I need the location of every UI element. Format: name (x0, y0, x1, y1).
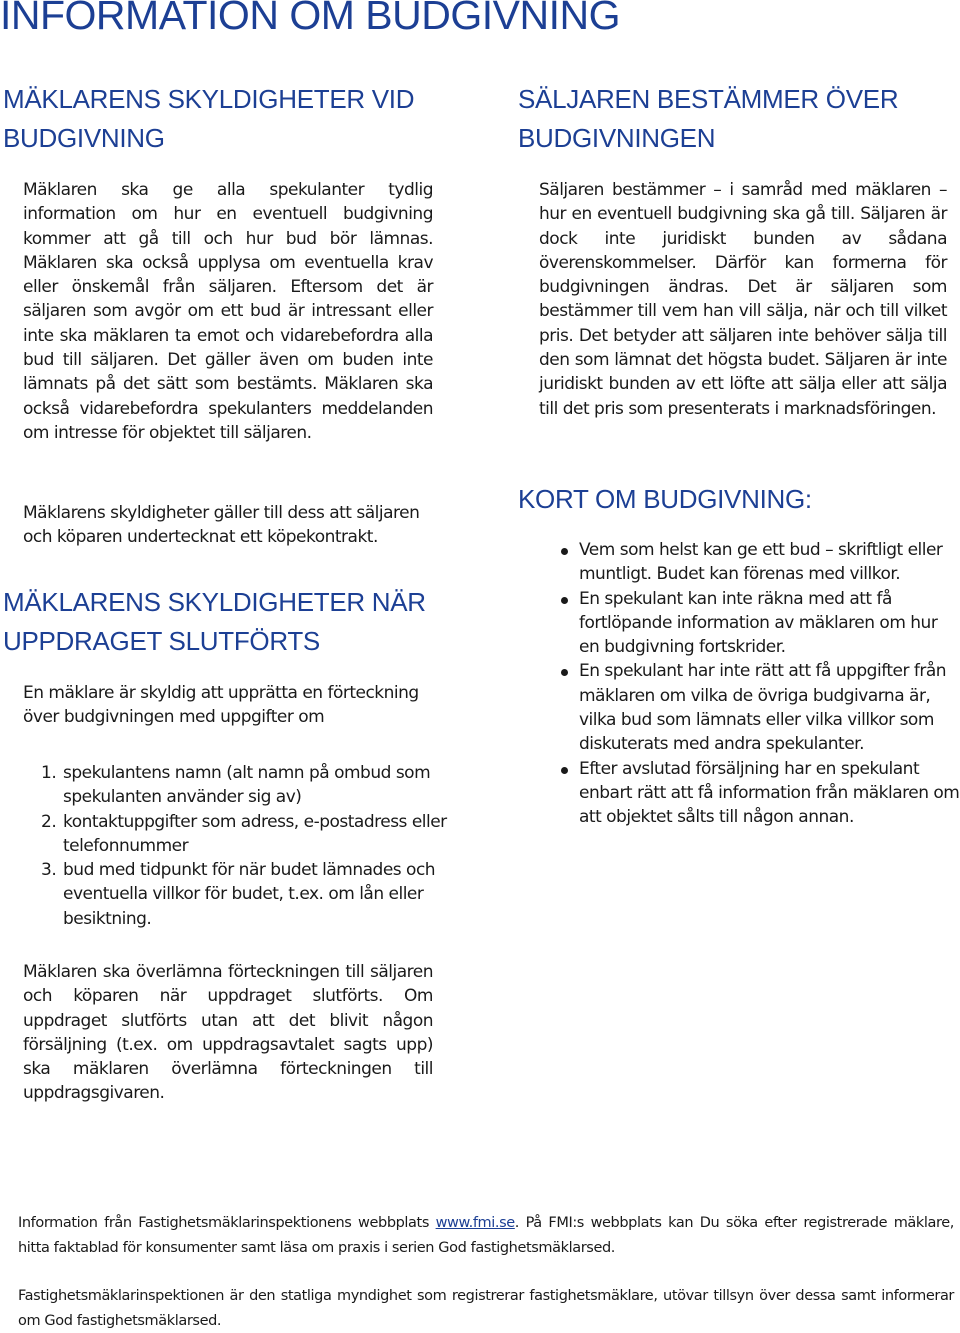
register-handover-paragraph: Mäklaren ska överlämna förteckningen till säljaren och köparen när uppdraget slutförts. Om uppdraget slutförts utan att det blivit någon försäljning (t.ex. om uppdragsavtalet sagts upp) ska mäklaren överlämna förteckningen till uppdragsgivaren. (23, 962, 433, 1104)
bullet-item (519, 659, 960, 756)
fmi-website-link[interactable]: www.fmi.se (435, 1215, 515, 1231)
heading-line: UPPDRAGET SLUTFÖRTS (3, 626, 320, 656)
seller-decides-paragraph: Säljaren bestämmer – i samråd med mäklaren – hur en eventuell budgivning ska gå till. Säljaren är dock inte juridiskt bunden av sådana överenskommelser. Därför kan formerna för budgivningen ändras. Det är säljaren som bestämmer till vem han vill sälja, när och till vilket pris. Det betyder att säljaren inte behöver sälja till den som lämnat det högsta budet. Säljaren är inte juridiskt bunden av ett löfte att sälja eller att sälja till det pris som presenterats i marknadsföringen. (539, 180, 947, 419)
bullet-icon (561, 597, 568, 604)
page-title: INFORMATION OM BUDGIVNING (0, 0, 620, 38)
section-heading-kort-om-budgivning: KORT OM BUDGIVNING: (518, 484, 812, 514)
section-heading-saljaren-bestammer (518, 80, 948, 158)
bullet-item (519, 757, 960, 830)
list-item-number: 1. (41, 763, 57, 783)
register-items-list (23, 761, 453, 931)
duties-paragraph: Mäklaren ska ge alla spekulanter tydlig information om hur en eventuell budgivning kommer att gå till och hur bud bör lämnas. Mäklaren ska också upplysa om eventuella krav eller önskemål från säljaren. Eftersom det är säljaren som avgör om ett bud är intressant eller inte ska mäklaren ta emot och vidarebefordra alla bud till säljaren. Det gäller även om buden inte lämnats på det sätt som bestämts. Mäklaren ska också vidarebefordra spekulanters meddelanden om intresse för objektet till säljaren. (23, 180, 433, 443)
list-item-number: 3. (41, 860, 57, 881)
bullet-item (519, 587, 960, 660)
heading-line: MÄKLARENS SKYLDIGHETER VID (3, 84, 415, 114)
footer-about-text: Fastighetsmäklarinspektionen är den statliga myndighet som registrerar fastighetsmäklare, utövar tillsyn över dessa samt informerar om God fastighetsmäklarsed. (18, 1288, 954, 1329)
list-item-number: 2. (41, 811, 57, 832)
footer-text: . På FMI:s webbplats kan Du söka efter registrerade mäklare, hitta faktablad för konsumenter samt läsa om praxis i serien God fastighetsmäklarsed. (18, 1215, 954, 1256)
bullet-icon (561, 548, 568, 555)
bullet-text: Efter avslutad försäljning har en spekulant enbart rätt att få information från mäklaren om att objektet sålts till någon annan. (579, 758, 960, 828)
list-item (23, 761, 453, 810)
bullet-icon (561, 767, 568, 774)
bullet-text: En spekulant har inte rätt att få uppgifter från mäklaren om vilka de övriga budgivarna är, vilka bud som lämnats eller vilka villkor som diskuterats med andra spekulanter. (579, 661, 947, 755)
list-item (23, 858, 453, 931)
footer-info-text (18, 1211, 954, 1260)
list-item (23, 810, 453, 859)
heading-line: BUDGIVNINGEN (518, 123, 716, 153)
section-heading-maklarens-skyldigheter-nar-uppdraget-slutforts (3, 583, 483, 661)
bullet-text: Vem som helst kan ge ett bud – skriftligt eller muntligt. Budet kan förenas med villkor. (579, 540, 943, 585)
bidding-summary-list (519, 538, 960, 830)
heading-line: BUDGIVNING (3, 123, 165, 153)
list-item-text: spekulantens namn (alt namn på ombud som spekulanten använder sig av) (63, 763, 431, 808)
section-heading-maklarens-skyldigheter-vid-budgivning (3, 80, 483, 158)
register-intro-paragraph: En mäklare är skyldig att upprätta en förteckning över budgivningen med uppgifter om (23, 683, 419, 728)
bullet-text: En spekulant kan inte räkna med att få fortlöpande information av mäklaren om hur en budgivning fortskrider. (579, 588, 938, 658)
footer-text: Information från Fastighetsmäklarinspektionens webbplats (18, 1215, 436, 1231)
bullet-item (519, 538, 960, 587)
bullet-icon (561, 669, 568, 676)
duties-duration-paragraph: Mäklarens skyldigheter gäller till dess att säljaren och köparen undertecknat ett köpekontrakt. (23, 503, 420, 548)
list-item-text: bud med tidpunkt för när budet lämnades och eventuella villkor för budet, t.ex. om lån eller besiktning. (63, 860, 436, 929)
heading-line: SÄLJAREN BESTÄMMER ÖVER (518, 84, 899, 114)
list-item-text: kontaktuppgifter som adress, e-postadress eller telefonnummer (63, 811, 447, 856)
heading-line: MÄKLARENS SKYLDIGHETER NÄR (3, 587, 426, 617)
